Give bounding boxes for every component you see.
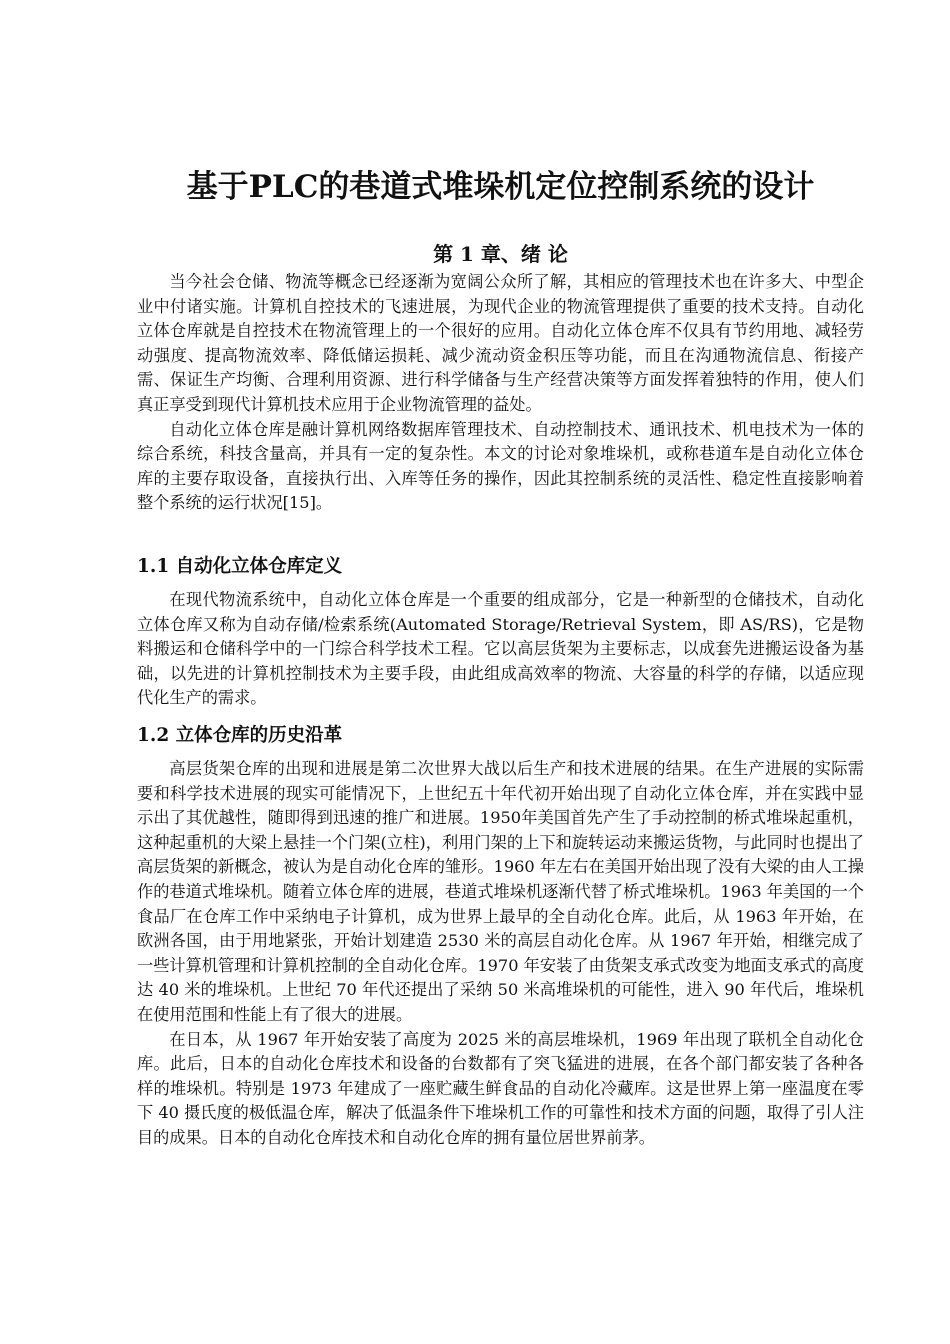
intro-paragraph-2: 自动化立体仓库是融计算机网络数据库管理技术、自动控制技术、通讯技术、机电技术为一体的综合系统，科技含量高，并具有一定的复杂性。本文的讨论对象堆垛机，或称巷道车是自动化立体仓库的主要存取设备，直接执行出、入库等任务的操作，因此其控制系统的灵活性、稳定性直接影响着整个系统的运行状况[15]。	[137, 419, 864, 513]
section-1-2-paragraph-2: 在日本，从 1967 年开始安装了高度为 2025 米的高层堆垛机，1969 年出现了联机全自动化仓库。此后，日本的自动化仓库技术和设备的台数都有了突飞猛进的进展，在各个部门都安装了各种各样的堆垛机。特别是 1973 年建成了一座贮藏生鲜食品的自动化冷藏库。这是世界上第一座温度在零下 40 摄氏度的极低温仓库，解决了低温条件下堆垛机工作的可靠性和技术方面的问题，取得了引人注目的成果。日本的自动化仓库技术和自动化仓库的拥有量位居世界前茅。	[137, 1029, 864, 1147]
intro-section	[137, 270, 864, 516]
section-1-1	[137, 552, 864, 711]
intro-paragraph-1: 当今社会仓储、物流等概念已经逐渐为宽阔公众所了解，其相应的管理技术也在许多大、中型企业中付诸实施。计算机自控技术的飞速进展，为现代企业的物流管理提供了重要的技术支持。自动化立体仓库就是自控技术在物流管理上的一个很好的应用。自动化立体仓库不仅具有节约用地、减轻劳动强度、提高物流效率、降低储运损耗、减少流动资金积压等功能，而且在沟通物流信息、衔接产需、保证生产均衡、合理利用资源、进行科学储备与生产经营决策等方面发挥着独特的作用，使人们真正享受到现代计算机技术应用于企业物流管理的益处。	[137, 272, 864, 414]
section-1-2	[137, 721, 864, 1151]
document-title: 基于PLC的巷道式堆垛机定位控制系统的设计	[186, 168, 815, 205]
section-heading-1-1: 1.1 自动化立体仓库定义	[137, 556, 343, 577]
section-1-2-paragraph-1: 高层货架仓库的出现和进展是第二次世界大战以后生产和技术进展的结果。在生产进展的实际需要和科学技术进展的现实可能情况下，上世纪五十年代初开始出现了自动化立体仓库，并在实践中显示出了其优越性，随即得到迅速的推广和进展。1950年美国首先产生了手动控制的桥式堆垛起重机，这种起重机的大梁上悬挂一个门架(立柱)，利用门架的上下和旋转运动来搬运货物，与此同时也提出了高层货架的新概念，被认为是自动化仓库的雏形。1960 年左右在美国开始出现了没有大梁的由人工操作的巷道式堆垛机。随着立体仓库的进展，巷道式堆垛机逐渐代替了桥式堆垛机。1963 年美国的一个食品厂在仓库工作中采纳电子计算机，成为世界上最早的全自动化仓库。此后，从 1963 年开始，在欧洲各国，由于用地紧张，开始计划建造 2530 米的高层自动化仓库。从 1967 年开始，相继完成了一些计算机管理和计算机控制的全自动化仓库。1970 年安装了由货架支承式改变为地面支承式的高度达 40 米的堆垛机。上世纪 70 年代还提出了采纳 50 米高堆垛机的可能性，进入 90 年代后，堆垛机在使用范围和性能上有了很大的进展。	[137, 759, 864, 1024]
chapter-title: 第 1 章、绪 论	[433, 241, 568, 266]
section-heading-1-2: 1.2 立体仓库的历史沿革	[137, 725, 343, 746]
section-1-1-paragraph-1: 在现代物流系统中，自动化立体仓库是一个重要的组成部分，它是一种新型的仓储技术，自动化立体仓库又称为自动存储/检索系统(Automated Storage/Retrieval System，即 AS/RS)，它是物料搬运和仓储科学中的一门综合科学技术工程。它以高层货架为主要标志，以成套先进搬运设备为基础，以先进的计算机控制技术为主要手段，由此组成高效率的物流、大容量的科学的存储，以适应现代化生产的需求。	[137, 590, 864, 708]
